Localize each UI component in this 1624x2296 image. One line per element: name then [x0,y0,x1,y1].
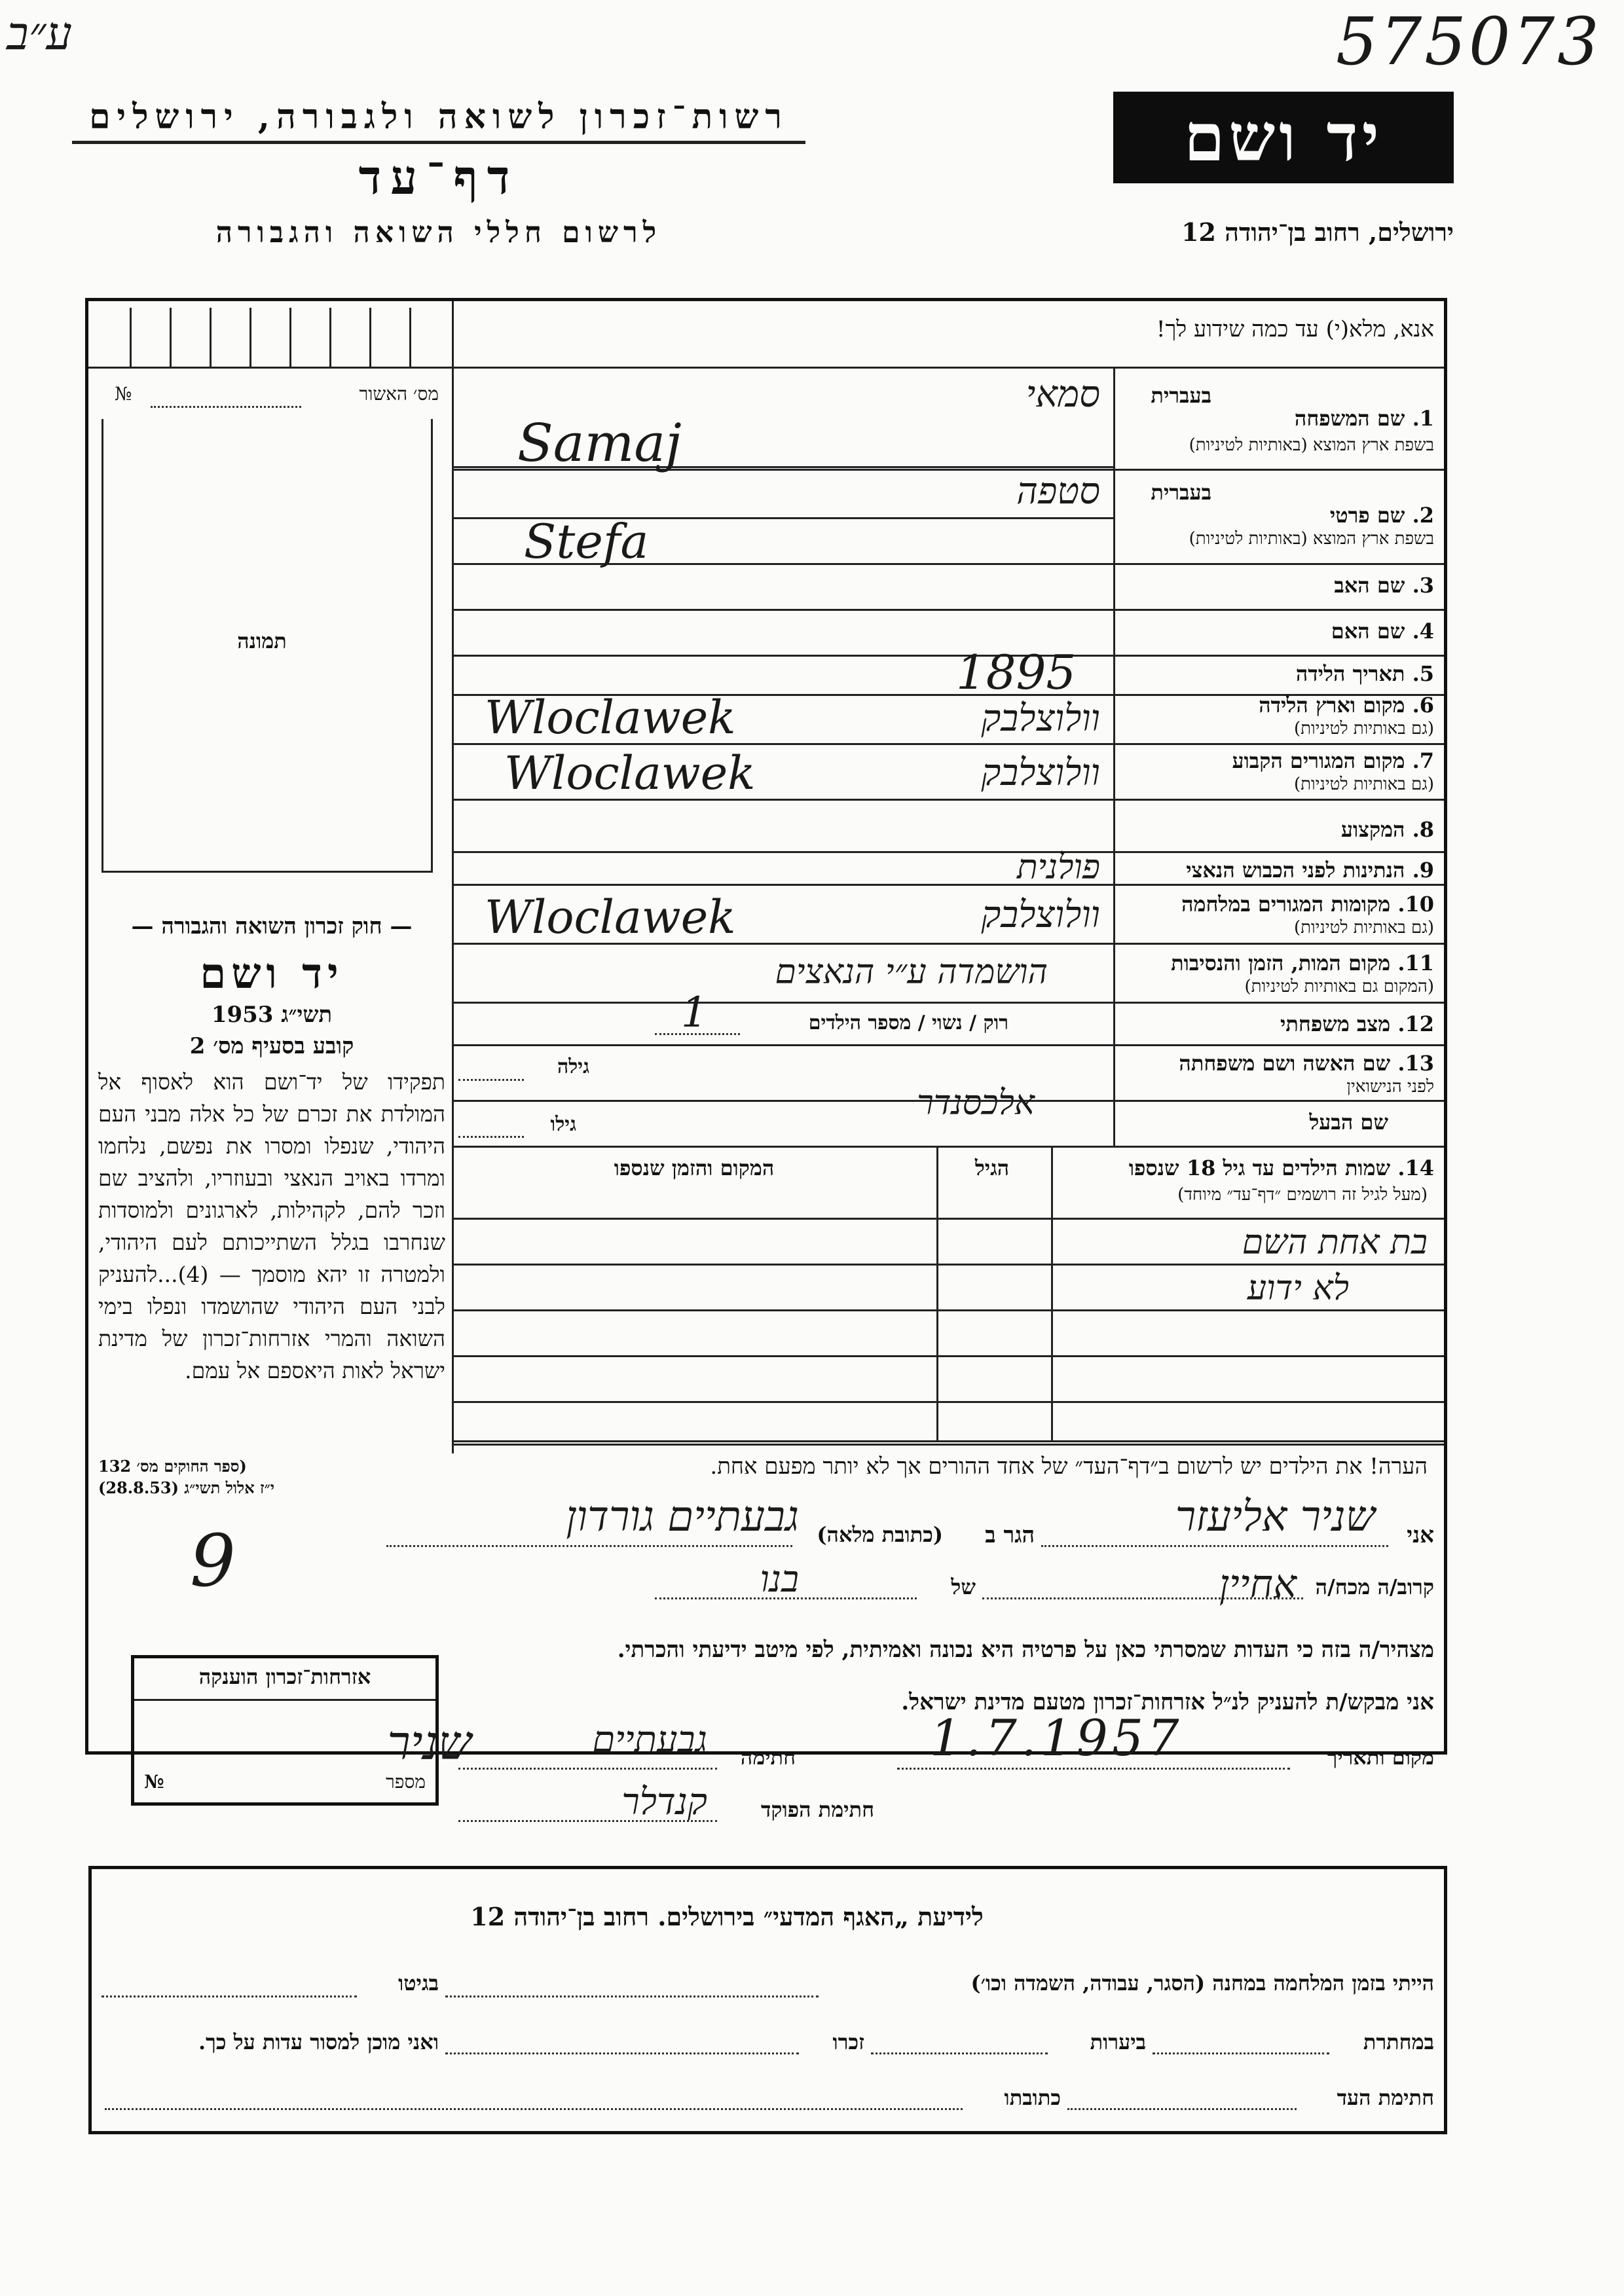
field-10-sub: (גם באותיות לטיניות) [1293,918,1434,938]
field-11-sub: (המקום גם באותיות לטיניות) [1244,977,1434,996]
law-source: (ספר החוקים מס׳ 132 [98,1457,247,1476]
child-2-name[interactable]: לא ידוע [1247,1269,1349,1308]
row-line [454,609,1444,611]
logo-text: יד ושם [1184,99,1383,176]
law-source-date: י״ז אלול תשי״ג (28.8.53) [98,1478,275,1497]
children-row-line [454,1355,1444,1357]
ready-to-testify: ואני מוכן למסור עדות על כך. [198,2030,439,2054]
nationality-value[interactable]: פולנית [1016,848,1100,887]
handwritten-mark-9: 9 [190,1519,236,1603]
relative-label: קרוב/ה מכח/ה [1315,1575,1434,1599]
field-10-label [1126,892,1434,917]
tick-boxes [92,308,445,367]
residence-latin-value[interactable]: Wloclawek [504,746,756,800]
full-address-label: (כתובת מלאה) [817,1522,943,1547]
children-age-divider-right [1051,1146,1053,1440]
wartime-residence-hebrew-value[interactable]: וולוצלבק [981,894,1100,936]
husband-name-value[interactable]: אלכסנדר [917,1084,1035,1123]
children-age-header: הגיל [974,1156,1010,1180]
officer-signature-value[interactable]: קנדלר [621,1781,707,1823]
field-2-number: 2. [1412,503,1434,528]
field-6-title: מקום וארץ הלידה [1259,693,1405,718]
photo-label: תמונה [237,629,287,653]
field-1-label [1126,406,1434,431]
residence-hebrew-value[interactable]: וולוצלבק [981,752,1100,794]
field-7-sub: (גם באותיות לטיניות) [1293,774,1434,794]
signature-value[interactable]: שניר [387,1715,471,1770]
footer-title: לידיעת „האגף המדעי״ בירושלים. רחוב בן־יהודה 12 [470,1902,984,1931]
field-10-title: מקומות המגורים במלחמה [1181,892,1391,917]
ghetto-label: בגיטו [398,1971,439,1995]
citizenship-box-divider [134,1699,435,1701]
authority-name: רשות־זכרון לשואה ולגבורה, ירושלים [89,97,788,137]
field-13-label [1126,1051,1434,1076]
field-5-label [1126,661,1434,686]
residence-label: הגר ב [985,1522,1035,1548]
place-date-label: מקום ותאריך [1327,1745,1434,1770]
family-status-options: רוק / נשוי / מספר הילדים [808,1011,1008,1034]
field-13-sub: לפני הנישואין [1346,1077,1434,1097]
field-3-title: שם האב [1334,573,1405,598]
declarant-address-value[interactable]: גבעתיים גורדון [566,1493,799,1541]
field-13-title: שם האשה ושם משפחתה [1179,1051,1391,1076]
field-9-title: הנתינות לפני הכבוש הנאצי [1186,858,1405,883]
yad-vashem-logo [1113,92,1454,183]
approval-no-symbol: № [115,383,132,405]
husband-age-label: גילו [550,1113,576,1136]
left-column-divider [452,301,454,1453]
field-7-label [1126,748,1434,773]
law-year: תשי״ג 1953 [211,1002,333,1028]
field-7-title: מקום המגורים הקבוע [1232,748,1405,773]
field-1-title: שם המשפחה [1294,406,1405,431]
child-1-name[interactable]: בת אחת השם [1242,1223,1428,1262]
children-row-line [454,1264,1444,1266]
of-value[interactable]: בנו [760,1558,799,1601]
citizenship-request: אני מבקש/ת להעניק לנ״ל אזרחות־זכרון מטעם מדינת ישראל. [901,1689,1434,1715]
wife-age-line [458,1079,524,1081]
field-10-number: 10. [1397,892,1434,917]
first-name-latin-value[interactable]: Stefa [524,514,649,569]
husband-age-line [458,1136,524,1138]
form-subtitle: לרשום חללי השואה והגבורה [215,216,662,249]
field-6-number: 6. [1412,693,1434,718]
field-6-label [1126,693,1434,718]
field-1-number: 1. [1412,406,1434,431]
children-place-header: המקום והזמן שנספו [614,1156,775,1180]
birthplace-hebrew-value[interactable]: וולוצלבק [981,697,1100,740]
field-9-label [1126,858,1434,883]
in-hebrew-label-2: בעברית [1151,480,1211,505]
surname-latin-value[interactable]: Samaj [517,412,682,473]
citizenship-box-title: אזרחות־זכרון הוענקה [198,1664,371,1689]
children-header-sub: (מעל לגיל זה רושמים ״דף־עד״ מיוחד) [1177,1185,1428,1205]
children-row-line [454,1309,1444,1311]
forest-label: ביערות [1090,2030,1146,2054]
law-text: תפקידו של יד־ושם הוא לאסוף אל המולדת את זכרם של כל אלה מבני העם היהודי, שנפלו ומסרו את נפשם, נלחמו ומרדו באויב הנאצי ובעוזריו, ולהציב שם וזכר להם, לקהילות, לארגונים ולמוסדות שנחרבו בגלל השתייכותם לעם היהודי, ולמטרה זו יהא מוסמך — (4)...להעניק לבני העם היהודי שהושמדו ונפלו בימי השואה והמרי אזרחות־זכרון של מדינת ישראל לאות היאספם אל עמם. [98,1069,445,1383]
first-name-hebrew-value[interactable]: סטפה [1016,470,1100,513]
partisan-line [1153,2052,1329,2054]
field-2-label [1126,503,1434,528]
field-2-title: שם פרטי [1329,503,1405,528]
authority-underline [72,141,805,144]
field-3-number: 3. [1412,573,1434,598]
signature-line [458,1768,717,1770]
field-11-label [1126,951,1434,975]
field-4-number: 4. [1412,619,1434,644]
archive-number: 575073 [1336,3,1602,80]
in-hebrew-label-1: בעברית [1151,383,1211,408]
field-9-number: 9. [1412,858,1434,883]
field-4-title: שם האם [1331,619,1405,644]
camp-line [445,1995,819,1997]
death-place-value[interactable]: הושמדה ע״י הנאצים [775,953,1048,992]
form-title: דף־עד [358,149,519,205]
law-clause: קובע בסעיף מס׳ 2 [189,1033,354,1059]
of-label: של [951,1575,976,1599]
field-12-number: 12. [1397,1011,1434,1036]
citizenship-no-symbol: № [144,1771,164,1793]
forest-line [871,2052,1048,2054]
surname-hebrew-value[interactable]: סמאי [1025,373,1100,416]
remember-line [445,2052,799,2054]
ghetto-line [101,1995,357,1997]
field-5-number: 5. [1412,661,1434,686]
field-11-number: 11. [1397,951,1434,975]
wife-age-label: גילה [557,1055,589,1078]
field-4-label [1126,619,1434,644]
children-count-value[interactable]: 1 [681,989,708,1037]
form-note: הערה! את הילדים יש לרשום ב״דף־העד״ של אחד ההורים אך לא יותר מפעם אחת. [710,1453,1428,1480]
birth-date-value[interactable]: 1895 [956,645,1077,700]
field-11-title: מקום המות, הזמן והנסיבות [1171,951,1391,975]
row-line [454,1146,1444,1148]
field-5-title: תאריך הלידה [1295,661,1405,686]
relationship-value[interactable]: אחיין [1219,1561,1297,1607]
witness-address-label: כתובתו [1004,2085,1061,2110]
birthplace-latin-value[interactable]: Wloclawek [485,691,736,744]
footer-camp-line: הייתי בזמן המלחמה במחנה (הסגר, עבודה, השמדה וכו׳) [970,1971,1434,1995]
law-title: — חוק זכרון השואה והגבורה — [131,913,413,939]
children-header-title: שמות הילדים עד גיל 18 שנספו [1128,1156,1391,1180]
citizenship-number-label: מספר [386,1771,426,1793]
children-row-line [454,1401,1444,1403]
witness-address-line [105,2108,963,2110]
witness-signature-label: חתימת העד [1337,2085,1434,2110]
approval-number-line [151,406,301,408]
field-13-number: 13. [1397,1051,1434,1076]
children-row-line [454,1440,1444,1442]
place-date-line [897,1768,1290,1770]
note-divider [454,1444,1444,1446]
row-line [454,1002,1444,1004]
field-8-number: 8. [1412,817,1434,842]
husband-name-label: שם הבעל [1309,1110,1388,1135]
field-8-label [1126,817,1434,842]
address-line [386,1545,792,1547]
field-8-title: המקצוע [1340,817,1405,842]
declarant-label: אני [1407,1522,1434,1548]
row-line [454,1044,1444,1046]
field-2-sub: בשפת ארץ המוצא (באותיות לטיניות) [1189,529,1434,549]
row-line [454,655,1444,657]
children-header-number: 14. [1397,1156,1434,1180]
declarant-line [1041,1545,1388,1547]
remember-label: זכרו [832,2030,864,2054]
header-address: ירושלים, רחוב בן־יהודה 12 [1181,217,1454,247]
instruction-divider [88,367,1444,369]
children-header-label [1061,1156,1434,1180]
witness-signature-line [1067,2108,1297,2110]
corner-mark-left: ע״ב [7,7,72,60]
partisan-label: במחתרת [1363,2030,1434,2054]
place-value[interactable]: גבעתיים [592,1719,707,1761]
field-12-label [1126,1011,1434,1036]
children-age-divider-left [936,1146,938,1440]
field-1-sub: בשפת ארץ המוצא (באותיות לטיניות) [1189,435,1434,455]
officer-signature-label: חתימת הפוקד [761,1797,874,1822]
field-12-title: מצב משפחתי [1280,1011,1391,1036]
law-name: יד ושם [200,949,344,998]
approval-number-label: מס׳ האשור [359,383,439,405]
declaration-statement: מצהיר/ה בזה כי העדות שמסרתי כאן על פרטיה היא נכונה ואמיתית, לפי מיטב ידיעתי והכרתי. [617,1637,1434,1663]
field-7-number: 7. [1412,748,1434,773]
date-value[interactable]: 1.7.1957 [930,1709,1183,1767]
children-row-line [454,1218,1444,1220]
field-6-sub: (גם באותיות לטיניות) [1293,719,1434,738]
label-column-divider [1113,367,1115,1146]
field-3-label [1126,573,1434,598]
form-instruction: אנא, מלא(י) עד כמה שידוע לך! [1156,316,1434,342]
declarant-name-value[interactable]: שניר אליעזר [1175,1493,1375,1541]
signature-label: חתימה [740,1745,796,1770]
wartime-residence-latin-value[interactable]: Wloclawek [485,890,736,944]
